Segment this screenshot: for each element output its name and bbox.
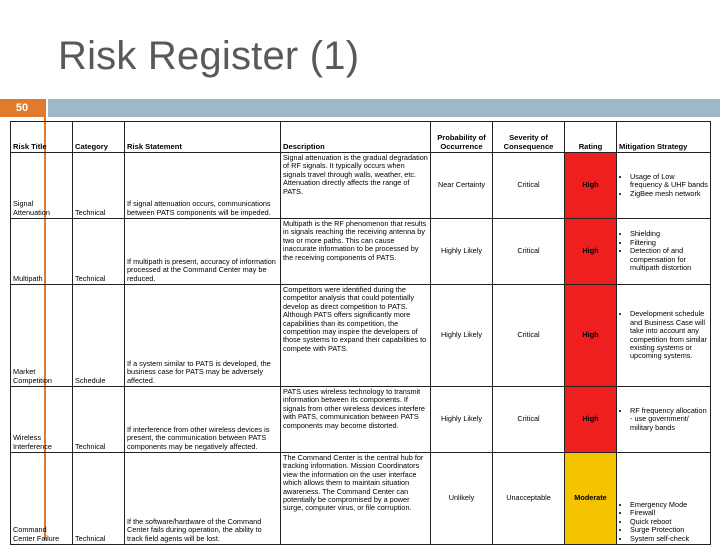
- cell-probability: Highly Likely: [431, 219, 493, 285]
- cell-mitigation: [617, 285, 711, 387]
- cell-probability: Highly Likely: [431, 285, 493, 387]
- header-severity: Severity of Consequence: [493, 122, 565, 153]
- cell-risk-title: Command Center Failure: [11, 453, 73, 545]
- cell-risk-statement: If signal attenuation occurs, communications between PATS components will be impeded.: [125, 153, 281, 219]
- cell-severity: Unacceptable: [493, 453, 565, 545]
- header-category: Category: [73, 122, 125, 153]
- cell-risk-title: Market Competition: [11, 285, 73, 387]
- cell-probability: Highly Likely: [431, 387, 493, 453]
- cell-rating: High: [565, 285, 617, 387]
- table-row: [11, 153, 711, 219]
- cell-rating: High: [565, 387, 617, 453]
- cell-description: Competitors were identified during the competitor analysis that could potentially develop as direct competition to PATS. Although PATS offers significantly more capabilities than its competition, the competition may inspire the developers of those systems to expand their capabilities to compete with PATS.: [281, 285, 431, 387]
- mitigation-item: • Surge Protection: [630, 526, 708, 534]
- mitigation-item: • Firewall: [630, 509, 708, 517]
- cell-risk-statement: If the software/hardware of the Command Center fails during operation, the ability to track field agents will be lost.: [125, 453, 281, 545]
- table-header-row: [11, 122, 711, 153]
- table-row: [11, 285, 711, 387]
- cell-mitigation: [617, 387, 711, 453]
- cell-risk-title: Wireless Interference: [11, 387, 73, 453]
- cell-rating: Moderate: [565, 453, 617, 545]
- cell-risk-statement: If a system similar to PATS is developed, the business case for PATS may be adversely affected.: [125, 285, 281, 387]
- mitigation-item: • Filtering: [630, 239, 708, 247]
- mitigation-list: [619, 310, 708, 360]
- cell-probability: Unlikely: [431, 453, 493, 545]
- cell-category: Technical: [73, 387, 125, 453]
- cell-severity: Critical: [493, 153, 565, 219]
- mitigation-list: [619, 173, 708, 198]
- cell-rating: High: [565, 153, 617, 219]
- cell-risk-title: Signal Attenuation: [11, 153, 73, 219]
- mitigation-item: • ZigBee mesh network: [630, 190, 708, 198]
- mitigation-item: • Usage of Low frequency & UHF bands: [630, 173, 708, 190]
- cell-category: Technical: [73, 153, 125, 219]
- header-description: Description: [281, 122, 431, 153]
- mitigation-list: [619, 407, 708, 432]
- cell-mitigation: [617, 153, 711, 219]
- risk-register-table-container: [10, 121, 710, 543]
- risk-register-table: [10, 121, 711, 545]
- mitigation-item: • Emergency Mode: [630, 501, 708, 509]
- mitigation-item: • System self-check: [630, 535, 708, 543]
- header-bar: [48, 99, 720, 117]
- mitigation-item: • Shielding: [630, 230, 708, 238]
- cell-mitigation: [617, 453, 711, 545]
- mitigation-item: • Development schedule and Business Case will take into account any competition from similar existing systems or upcoming systems.: [630, 310, 708, 360]
- mitigation-item: • RF frequency allocation - use government/ military bands: [630, 407, 708, 432]
- header-risk-statement: Risk Statement: [125, 122, 281, 153]
- cell-category: Technical: [73, 453, 125, 545]
- table-row: [11, 219, 711, 285]
- cell-probability: Near Certainty: [431, 153, 493, 219]
- table-row: [11, 453, 711, 545]
- slide-title: Risk Register (1): [58, 34, 360, 78]
- cell-severity: Critical: [493, 285, 565, 387]
- header-risk-title: Risk Title: [11, 122, 73, 153]
- mitigation-item: • Quick reboot: [630, 518, 708, 526]
- cell-severity: Critical: [493, 219, 565, 285]
- cell-description: The Command Center is the central hub for tracking information. Mission Coordinators view the information on the user interface which allows them to maintain situation awareness. The Command Center can potentially be compromised by a power surge, computer virus, or file corruption.: [281, 453, 431, 545]
- header-probability: Probability of Occurrence: [431, 122, 493, 153]
- mitigation-item: • Detection of and compensation for multipath distortion: [630, 247, 708, 272]
- cell-risk-statement: If multipath is present, accuracy of information processed at the Command Center may be reduced.: [125, 219, 281, 285]
- cell-description: Multipath is the RF phenomenon that results in signals reaching the receiving antenna by two or more paths. This can cause inaccurate information to be processed by the receiving components of PATS.: [281, 219, 431, 285]
- table-row: [11, 387, 711, 453]
- cell-rating: High: [565, 219, 617, 285]
- header-mitigation: Mitigation Strategy: [617, 122, 711, 153]
- mitigation-list: [619, 230, 708, 272]
- cell-description: Signal attenuation is the gradual degradation of RF signals. It typically occurs when signals travel through walls, weather, etc. Attenuation directly affects the range of PATS.: [281, 153, 431, 219]
- cell-category: Technical: [73, 219, 125, 285]
- cell-category: Schedule: [73, 285, 125, 387]
- cell-risk-statement: If interference from other wireless devices is present, the communication between PATS components may be negatively affected.: [125, 387, 281, 453]
- cell-severity: Critical: [493, 387, 565, 453]
- cell-mitigation: [617, 219, 711, 285]
- header-rating: Rating: [565, 122, 617, 153]
- cell-description: PATS uses wireless technology to transmit information between its components. If signals from other wireless devices interfere with PATS, communication between PATS components may become distorted.: [281, 387, 431, 453]
- slide-number: 50: [0, 99, 44, 117]
- cell-risk-title: Multipath: [11, 219, 73, 285]
- mitigation-list: [619, 501, 708, 543]
